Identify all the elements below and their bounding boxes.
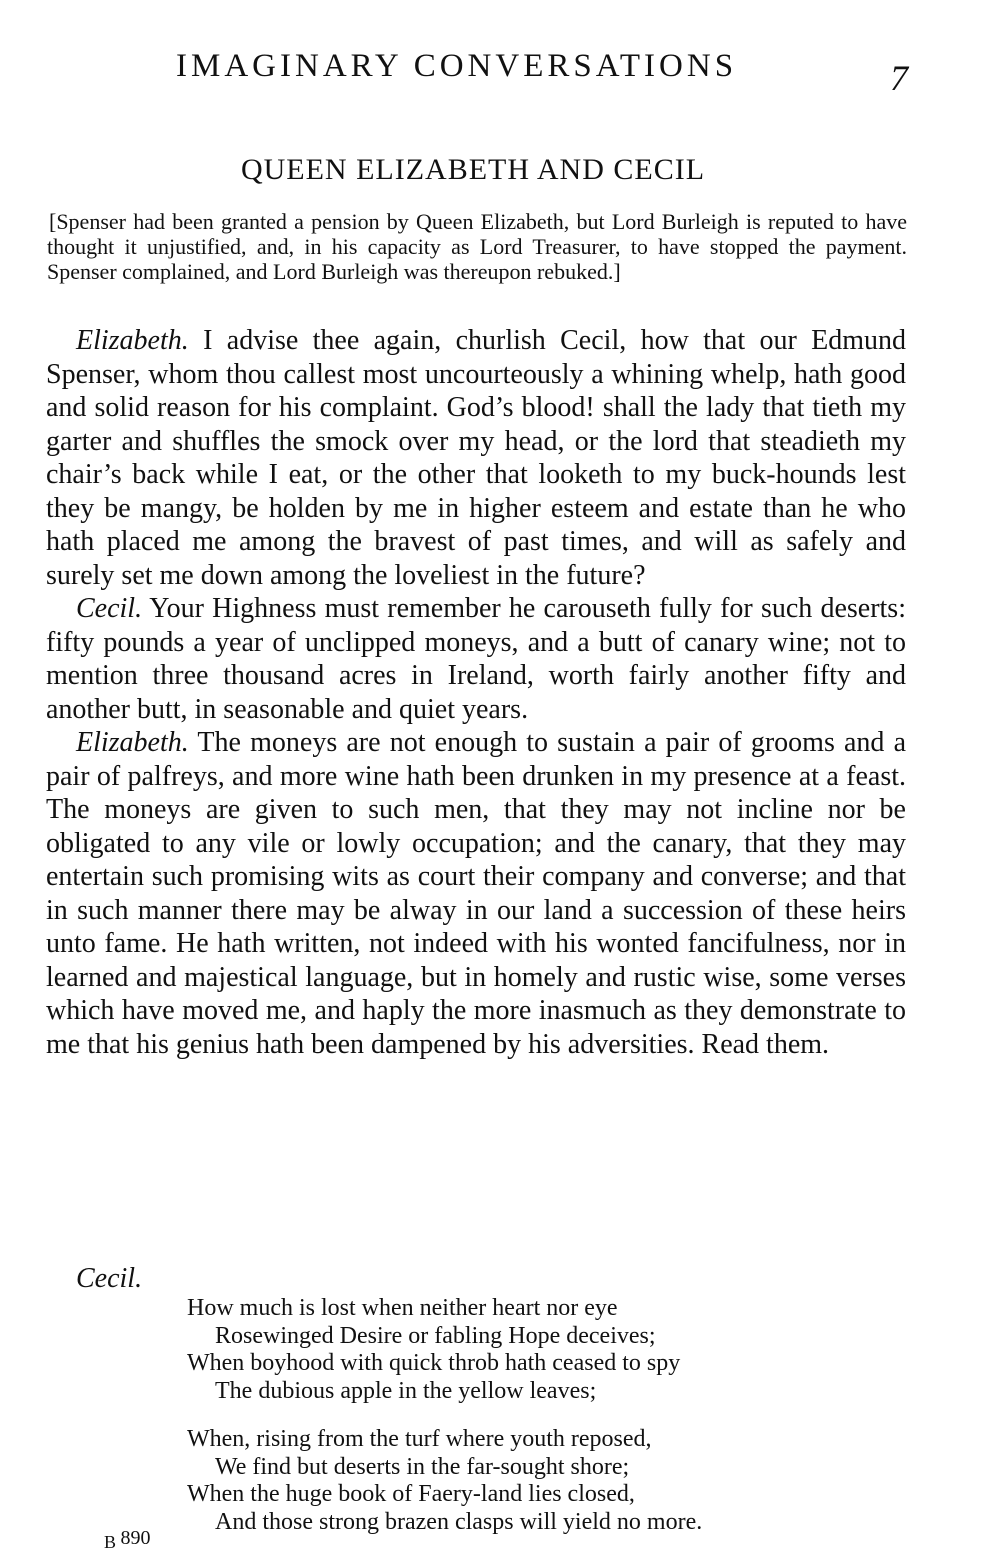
poem-line: The dubious apple in the yellow leaves; xyxy=(215,1377,597,1404)
page-number: 7 xyxy=(890,58,908,98)
dialogue-paragraph xyxy=(46,592,906,726)
poem-stanza-1 xyxy=(187,1295,680,1405)
section-title xyxy=(0,150,1000,190)
speech-text: I advise thee again, churlish Cecil, how that our Edmund Spenser, whom thou callest most uncourteously a whining whelp, hath good and solid reason for his complaint. God’s blood! shall the lady that tieth my garter and shuffles the smock over my head, or the lord that steadieth my chair’s back while I eat, or the other that looketh to my buck-hounds lest they be mangy, be holden by me in higher esteem and estate than he who hath placed me among the bravest of past times, and will as safely and surely set me down among the loveliest in the future? xyxy=(46,325,906,591)
dialogue-paragraph xyxy=(46,324,906,592)
speech-text: Your Highness must remember he carouseth fully for such deserts: fifty pounds a year of unclipped moneys, and a butt of canary wine; not to mention three thousand acres in Ireland, worth fairly another fifty and another butt, in seasonable and quiet years. xyxy=(46,593,906,725)
signature-letter: B xyxy=(104,1532,117,1552)
speaker-name: Elizabeth. xyxy=(76,727,189,758)
poem-line: We find but deserts in the far-sought shore; xyxy=(215,1453,630,1480)
poem-line: When boyhood with quick throb hath ceased to spy xyxy=(187,1350,681,1376)
dialogue-paragraph xyxy=(46,726,906,1061)
speaker-name: Elizabeth. xyxy=(76,325,189,356)
poem-stanza-2 xyxy=(187,1426,702,1536)
intro-text: [Spenser had been granted a pension by Queen Elizabeth, but Lord Burleigh is reputed to have thought it unjustified, and, in his capacity as Lord Treasurer, to have stopped the payment. Spenser complained, and Lord Burleigh was thereupon rebuked.] xyxy=(47,209,907,284)
poem-line: Rosewinged Desire or fabling Hope deceives; xyxy=(215,1322,656,1349)
poem-line: When, rising from the turf where youth reposed, xyxy=(187,1426,652,1452)
section-title-text: QUEEN ELIZABETH AND CECIL xyxy=(240,153,706,186)
poem-speaker: Cecil. xyxy=(76,1263,143,1294)
running-title: IMAGINARY CONVERSATIONS xyxy=(176,48,738,84)
poem-line: How much is lost when neither heart nor eye xyxy=(187,1295,618,1321)
speaker-name: Cecil. xyxy=(76,593,143,624)
running-head xyxy=(0,46,1000,96)
poem-line: And those strong brazen clasps will yield no more. xyxy=(215,1508,703,1535)
poem-line: When the huge book of Faery-land lies closed, xyxy=(187,1481,635,1507)
dialogue xyxy=(46,324,906,1061)
printer-signature xyxy=(104,1527,151,1554)
signature-number: 890 xyxy=(120,1527,151,1549)
speech-text: The moneys are not enough to sustain a pair of grooms and a pair of palfreys, and more wine hath been drunken in my presence at a feast. The moneys are given to such men, that they may not incline nor be obligated to any vile or lowly occupation; and the canary, that they may entertain such promising wits as court their company and converse; and that in such manner there may be alway in our land a succession of these heirs unto fame. He hath written, not indeed with his wonted fancifulness, nor in learned and majestical language, but in homely and rustic wise, some verses which have moved me, and haply the more inasmuch as they demonstrate to me that his genius hath been dampened by his adversities. Read them. xyxy=(46,727,907,1060)
intro-note xyxy=(47,209,907,284)
